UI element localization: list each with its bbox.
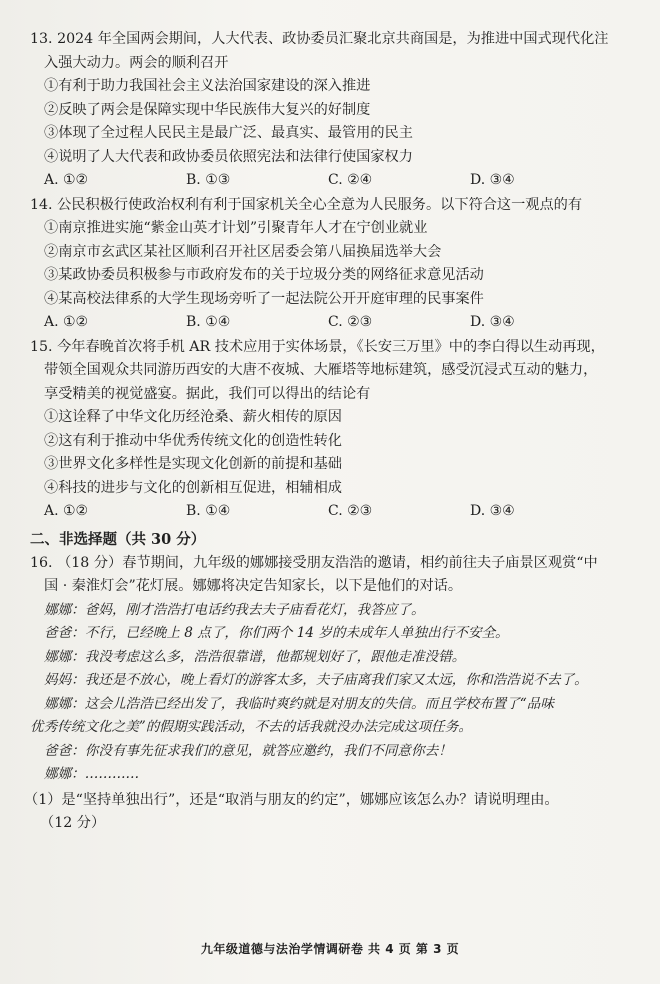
q13-item-3: ③体现了全过程人民民主是最广泛、最真实、最管用的民主 (44, 125, 413, 141)
dialog-line-4: 妈妈：我还是不放心，晚上看灯的游客太多，夫子庙离我们家又太远，你和浩浩说不去了。 (44, 672, 588, 688)
q13-options (44, 169, 645, 193)
q14-item-1: ①南京推进实施“紫金山英才计划”引聚青年人才在宁创业就业 (44, 220, 428, 236)
q16-subquestion-1-score: （12 分） (40, 815, 106, 831)
q14-options (44, 311, 645, 335)
q14-item-3: ③某政协委员积极参与市政府发布的关于垃圾分类的网络征求意见活动 (44, 267, 484, 283)
page-content (24, 28, 645, 836)
q15-item-3: ③世界文化多样性是实现文化创新的前提和基础 (44, 456, 342, 472)
dialog-line-6: 优秀传统文化之美”的假期实践活动，不去的话我就没办法完成这项任务。 (30, 719, 472, 735)
q14-stem-line-1: 14. 公民积极行使政治权利有利于国家机关全心全意为人民服务。以下符合这一观点的有 (30, 196, 583, 213)
question-13 (30, 28, 645, 193)
dialog-line-1: 娜娜：爸妈，刚才浩浩打电话约我去夫子庙看花灯，我答应了。 (44, 601, 425, 618)
q13-option-d: D. ③④ (470, 172, 515, 188)
q13-stem-line-1: 13. 2024 年全国两会期间，人大代表、政协委员汇聚北京共商国是，为推进中国式现代化注 (30, 31, 609, 47)
q15-option-b: B. ①④ (186, 503, 231, 519)
page-footer: 九年级道德与法治学情调研卷 共 4 页 第 3 页 (200, 942, 460, 956)
q14-item-4: ④某高校法律系的大学生现场旁听了一起法院公开开庭审理的民事案件 (44, 290, 484, 307)
question-14 (30, 194, 645, 335)
section-2-title: 二、非选择题（共 30 分） (30, 530, 206, 548)
dialog-line-3: 娜娜：我没考虑这么多，浩浩很靠谱，他都规划好了，跟他走准没错。 (44, 648, 466, 665)
question-15 (30, 336, 645, 524)
q14-item-2: ②南京市玄武区某社区顺利召开社区居委会第八届换届选举大会 (44, 243, 442, 260)
q15-stem-line-3: 享受精美的视觉盛宴。据此，我们可以得出的结论有 (44, 385, 371, 402)
q14-option-c: C. ②③ (328, 314, 373, 330)
q14-option-d: D. ③④ (470, 314, 515, 330)
q15-stem-line-2: 带领全国观众共同游历西安的大唐不夜城、大雁塔等地标建筑，感受沉浸式互动的魅力， (44, 362, 598, 378)
q16-stem-line-2: 国 · 秦淮灯会”花灯展。娜娜将决定告知家长，以下是他们的对话。 (44, 578, 463, 594)
q13-option-b: B. ①③ (186, 172, 231, 188)
dialog-line-7: 爸爸：你没有事先征求我们的意见，就答应邀约，我们不同意你去！ (44, 742, 452, 759)
q16-stem-line-1: 16. （18 分）春节期间，九年级的娜娜接受朋友浩浩的邀请，相约前往夫子庙景区观赏“中 (30, 554, 598, 571)
q15-options (44, 500, 645, 524)
q13-item-1: ①有利于助力我国社会主义法治国家建设的深入推进 (44, 78, 371, 94)
q15-option-a: A. ①② (44, 503, 89, 519)
q16-subquestion-1: （1）是“坚持单独出行”，还是“取消与朋友的约定”，娜娜应该怎么办？请说明理由。 (24, 791, 559, 808)
dialog-line-2: 爸爸：不行，已经晚上 8 点了，你们两个 14 岁的未成年人单独出行不安全。 (44, 625, 509, 641)
q13-option-a: A. ①② (44, 172, 89, 188)
q15-option-d: D. ③④ (470, 503, 515, 519)
q15-item-4: ④科技的进步与文化的创新相互促进，相辅相成 (44, 479, 342, 496)
q14-option-b: B. ①④ (186, 314, 231, 330)
q16-dialog (30, 599, 645, 787)
q13-option-c: C. ②④ (328, 172, 373, 188)
q15-item-2: ②这有利于推动中华优秀传统文化的创造性转化 (44, 432, 342, 449)
q15-stem-line-1: 15. 今年春晚首次将手机 AR 技术应用于实体场景，《长安三万里》中的李白得以生动再现， (30, 338, 605, 355)
dialog-line-5: 娜娜：这会儿浩浩已经出发了，我临时爽约就是对朋友的失信。而且学校布置了“品味 (44, 695, 554, 712)
question-16 (24, 552, 645, 836)
q13-stem-line-2: 入强大动力。两会的顺利召开 (44, 54, 229, 71)
q15-option-c: C. ②③ (328, 503, 373, 519)
q15-item-1: ①这诠释了中华文化历经沧桑、薪火相传的原因 (44, 409, 342, 425)
q13-item-2: ②反映了两会是保障实现中华民族伟大复兴的好制度 (44, 101, 371, 118)
q14-option-a: A. ①② (44, 314, 89, 330)
dialog-line-8: 娜娜：………… (44, 766, 140, 782)
q13-item-4: ④说明了人大代表和政协委员依照宪法和法律行使国家权力 (44, 148, 413, 165)
